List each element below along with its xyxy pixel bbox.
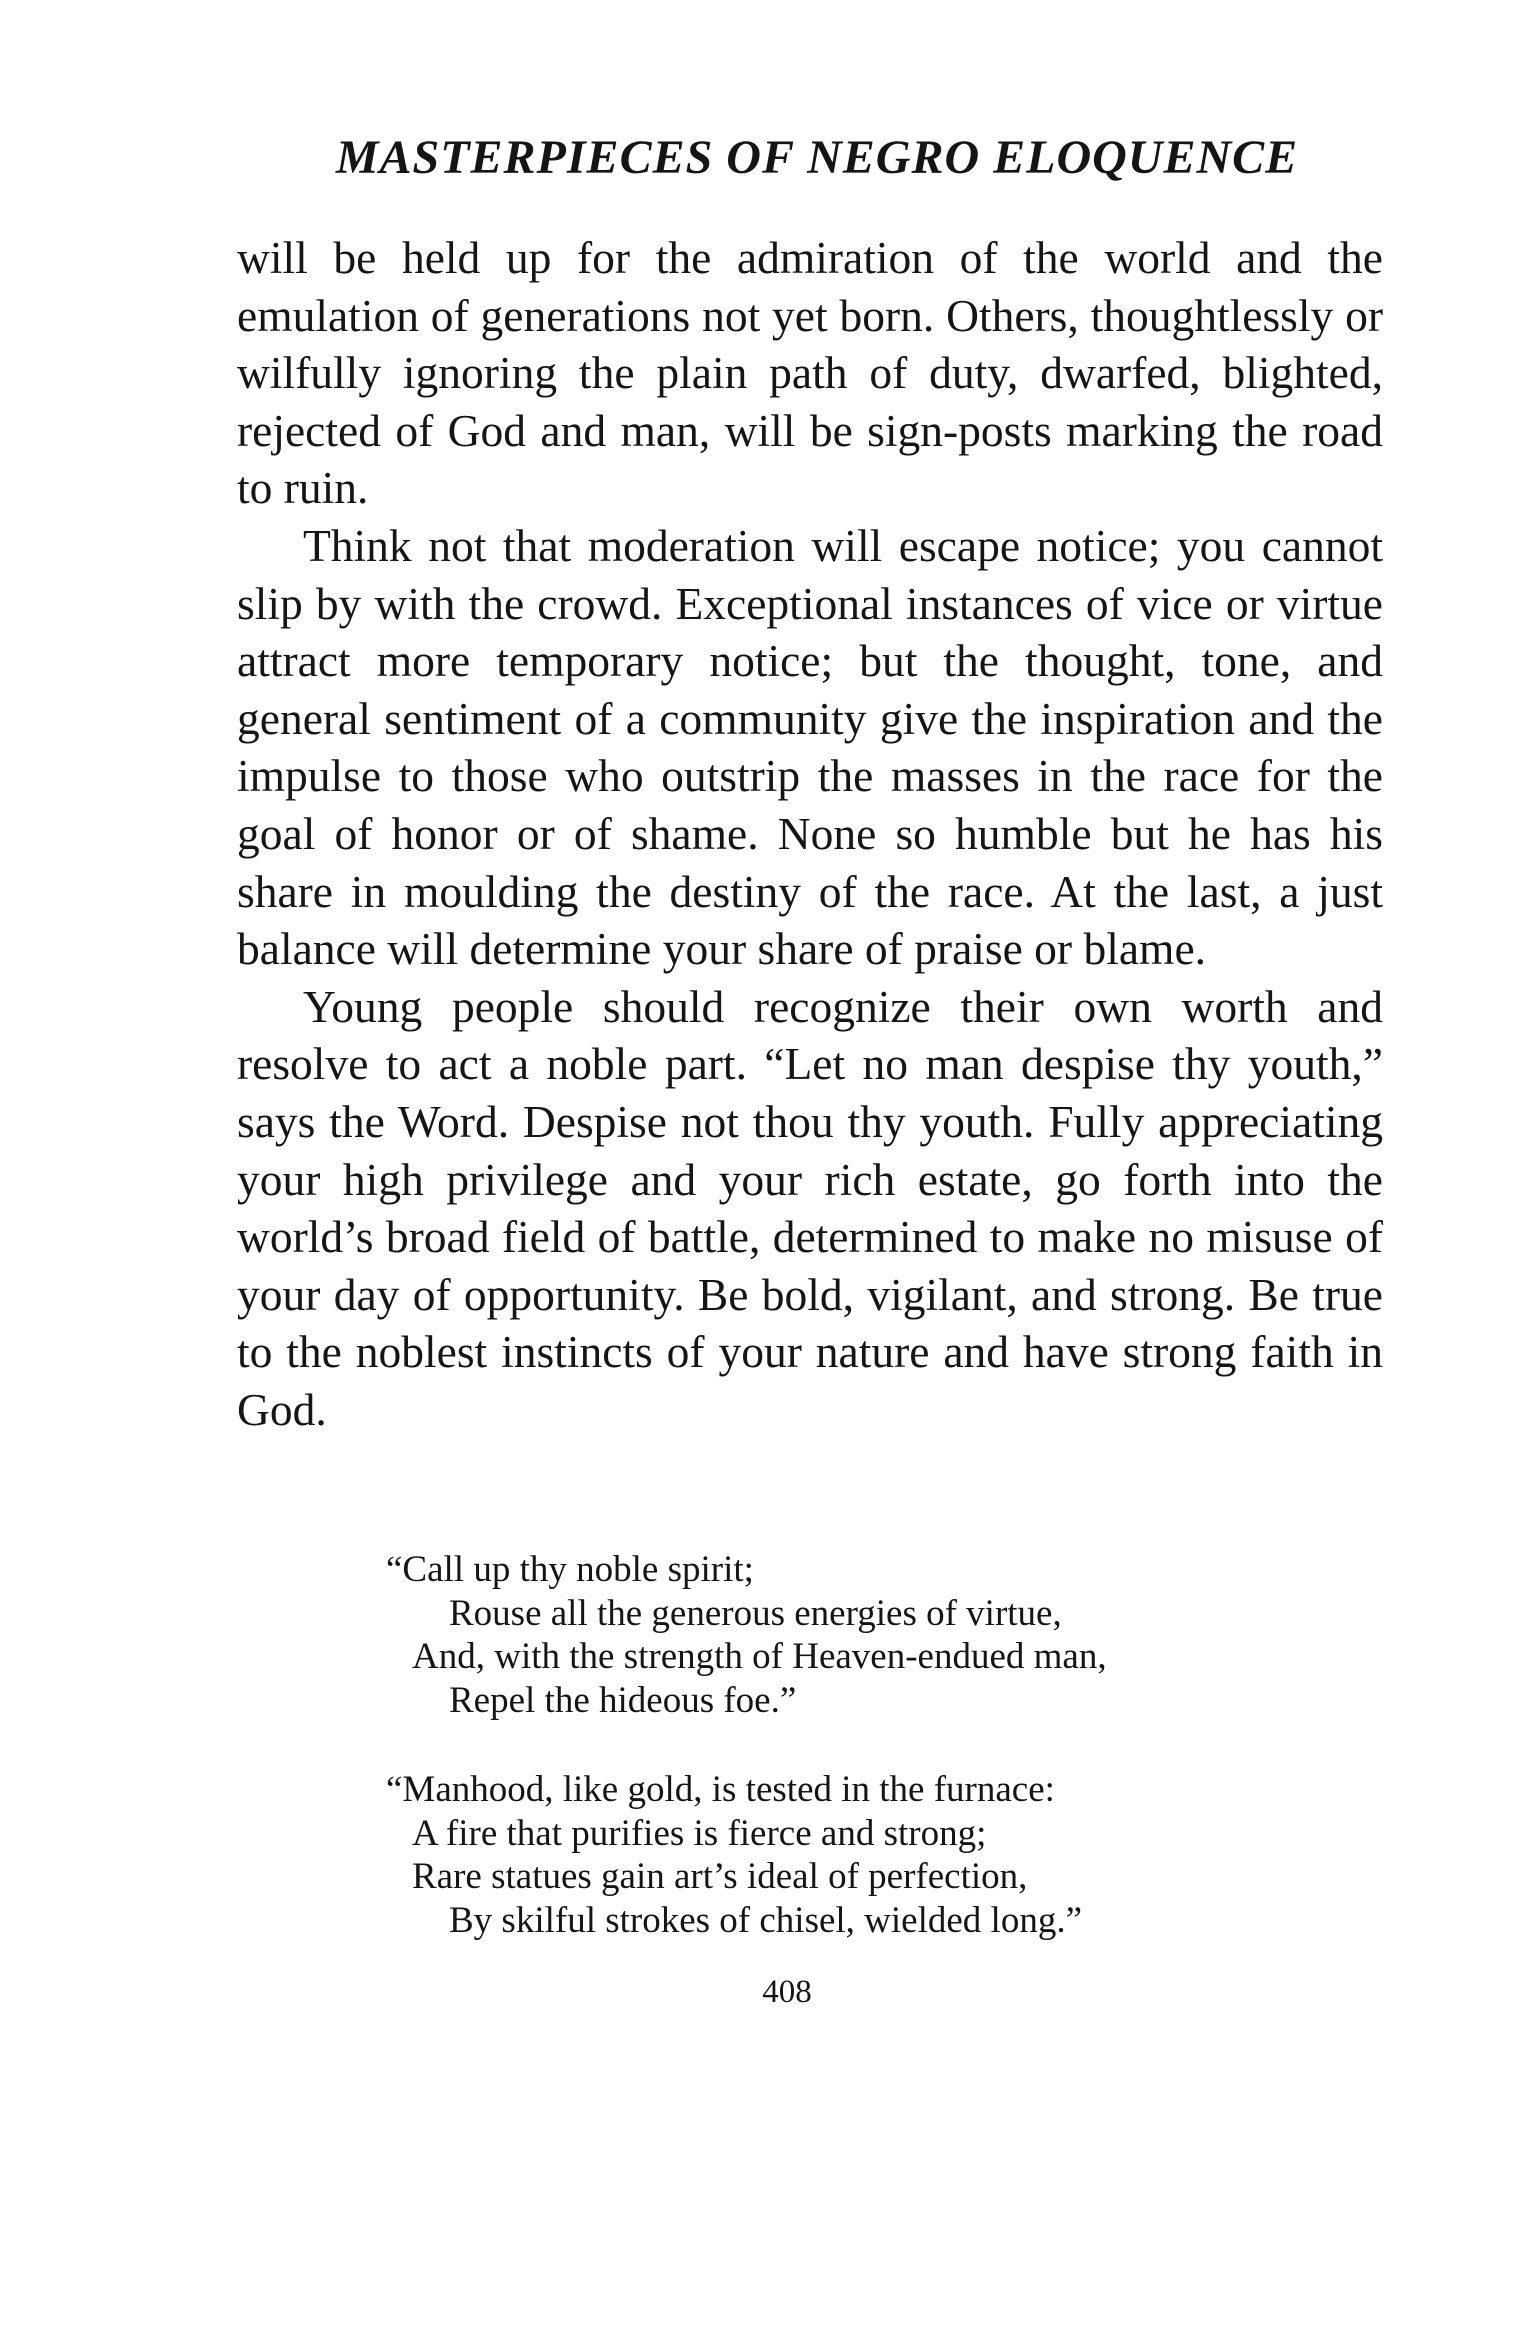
body-text [237, 229, 1383, 1438]
poem-line: “Call up thy noble spirit; [386, 1549, 754, 1590]
poem-line: And, with the strength of Heaven-endued man, [412, 1636, 1107, 1677]
poem-line: By skilful strokes of chisel, wielded long.” [449, 1899, 1083, 1941]
poem-line: “Manhood, like gold, is tested in the furnace: [386, 1769, 1055, 1810]
page-number: 408 [762, 1974, 812, 2010]
poem-line: Repel the hideous foe.” [449, 1679, 797, 1721]
paragraph-young-people: Young people should recognize their own worth and resolve to act a noble part. “Let no man despise thy youth,” says the Word. Despise not thou thy youth. Fully appreciating your high privilege and your rich estate, go forth into the world’s broad field of battle, determined to make no misuse of your day of opportunity. Be bold, vigilant, and strong. Be true to the noblest instincts of your nature and have strong faith in God. [237, 980, 1383, 1435]
poem-line: A fire that purifies is fierce and strong; [412, 1812, 987, 1854]
paragraph-moderation: Think not that moderation will escape notice; you cannot slip by with the crowd. Exceptional instances of vice or virtue attract more temporary notice; but the thought, tone, and general sentiment of a community give the inspiration and the impulse to those who outstrip the masses in the race for the goal of honor or of shame. None so humble but he has his share in moulding the destiny of the race. At the last, a just balance will determine your share of praise or blame. [237, 519, 1383, 975]
poem-stanza [386, 1548, 1286, 1722]
poem-line: Rouse all the generous energies of virtue, [449, 1592, 1062, 1634]
poem-stanza [386, 1768, 1286, 1942]
running-title: MASTERPIECES OF NEGRO ELOQUENCE [335, 131, 1299, 184]
paragraph-continuation: will be held up for the admiration of the world and the emulation of generations not yet born. Others, thoughtlessly or wilfully ignoring the plain path of duty, dwarfed, blighted, rejected of God and man, will be sign-posts marking the road to ruin. [237, 232, 1383, 514]
poem-line: Rare statues gain art’s ideal of perfection, [412, 1856, 1028, 1897]
